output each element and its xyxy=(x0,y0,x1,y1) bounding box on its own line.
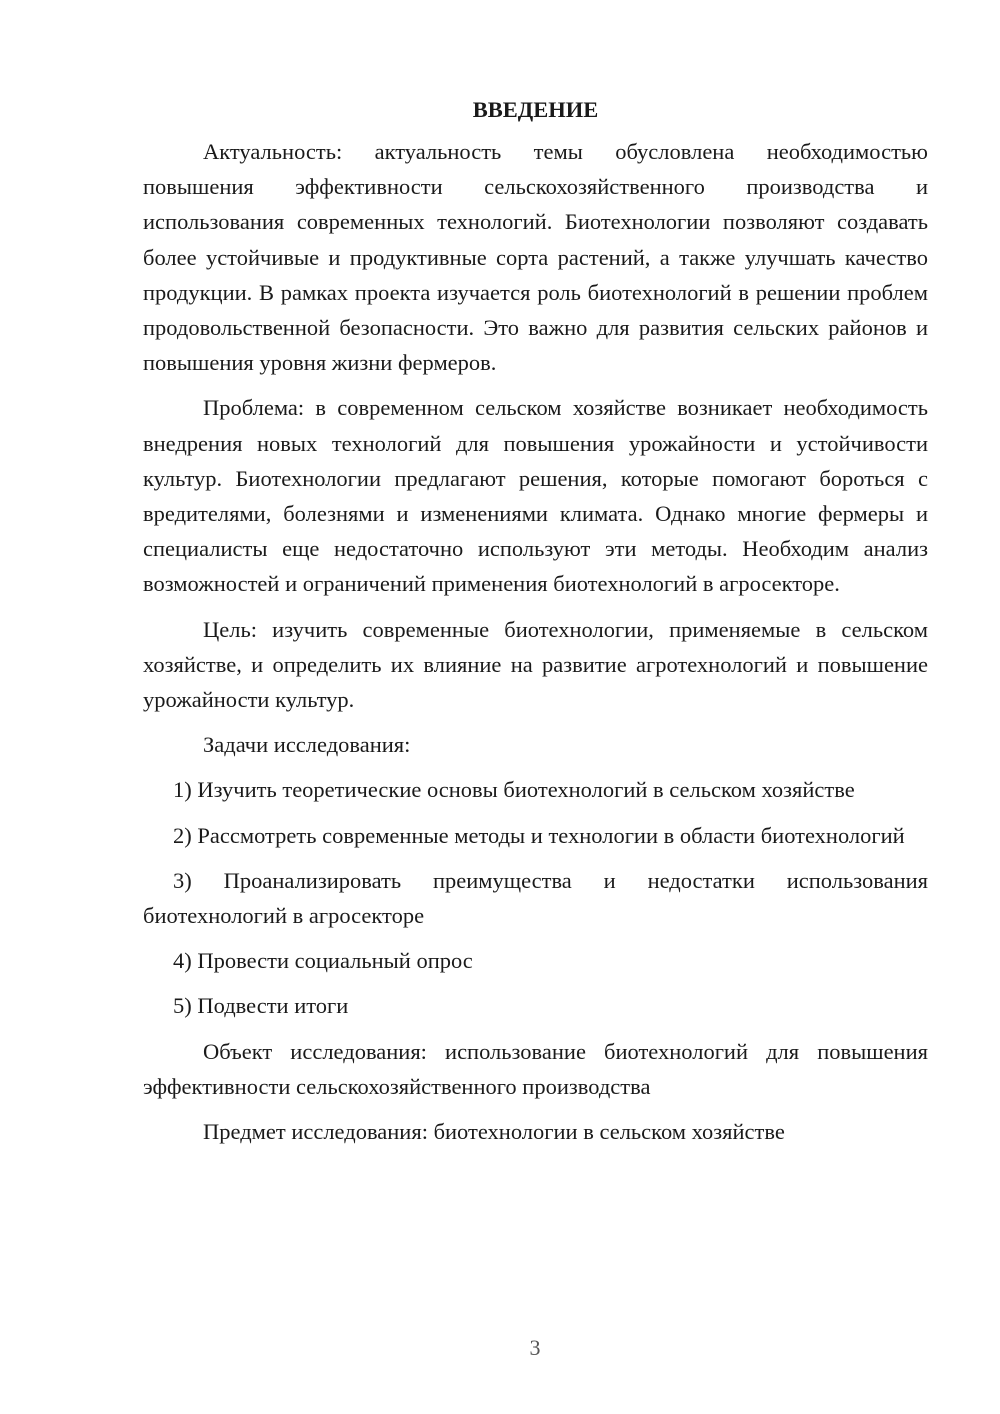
paragraph-goal: Цель: изучить современные биотехнологии, применяемые в сельском хозяйстве, и определить их влияние на развитие агротехнологий и повышение урожайности культур. xyxy=(143,616,928,713)
task-item-2: 2) Рассмотреть современные методы и технологии в области биотехнологий xyxy=(173,822,905,848)
task-item-5: 5) Подвести итоги xyxy=(173,993,349,1019)
tasks-heading: Задачи исследования: xyxy=(203,732,411,758)
paragraph-subject: Предмет исследования: биотехнологии в сельском хозяйстве xyxy=(203,1119,785,1145)
section-title: ВВЕДЕНИЕ xyxy=(472,97,599,122)
task-item-3: 3) Проанализировать преимущества и недостатки использования биотехнологий в агросекторе xyxy=(143,867,928,929)
task-item-4: 4) Провести социальный опрос xyxy=(173,948,473,974)
paragraph-problem: Проблема: в современном сельском хозяйстве возникает необходимость внедрения новых технологий для повышения урожайности и устойчивости культур. Биотехнологии предлагают решения, которые помогают бороться с вредителями, болезнями и изменениями климата. Однако многие фермеры и специалисты еще недостаточно используют эти методы. Необходим анализ возможностей и ограничений применения биотехнологий в агросекторе. xyxy=(143,395,928,597)
task-item-1: 1) Изучить теоретические основы биотехнологий в сельском хозяйстве xyxy=(173,777,855,803)
page-number: 3 xyxy=(529,1335,541,1360)
page-content xyxy=(143,91,928,1159)
paragraph-relevance: Актуальность: актуальность темы обусловлена необходимостью повышения эффективности сельскохозяйственного производства и использования современных технологий. Биотехнологии позволяют создавать более устойчивые и продуктивные сорта растений, а также улучшать качество продукции. В рамках проекта изучается роль биотехнологий в решении проблем продовольственной безопасности. Это важно для развития сельских районов и повышения уровня жизни фермеров. xyxy=(143,139,928,376)
paragraph-object: Объект исследования: использование биотехнологий для повышения эффективности сельскохозяйственного производства xyxy=(143,1038,928,1099)
